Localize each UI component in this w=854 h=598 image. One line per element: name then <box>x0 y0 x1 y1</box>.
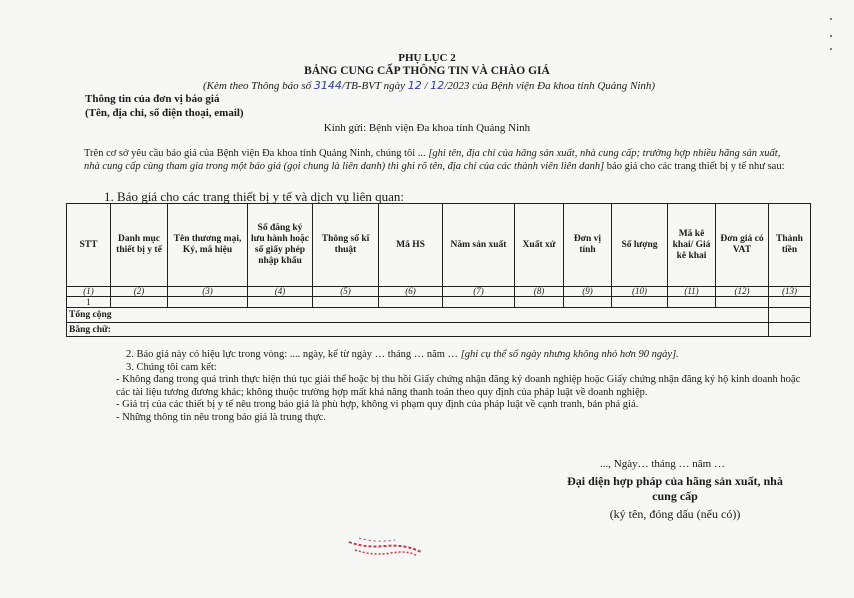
date-separator: / <box>421 80 431 92</box>
table-cell <box>443 297 515 308</box>
table-cell <box>612 297 668 308</box>
table-cell <box>769 297 811 308</box>
total-row <box>67 308 811 323</box>
red-stamp-mark <box>345 534 425 560</box>
column-header: Tên thương mại, Ký, mã hiệu <box>168 204 248 287</box>
column-header: Năm sản xuất <box>443 204 515 287</box>
document-title: BẢNG CUNG CẤP THÔNG TIN VÀ CHÀO GIÁ <box>304 65 550 77</box>
table-header-row <box>67 204 811 287</box>
commitments-block <box>116 349 806 424</box>
validity-clause <box>116 349 806 362</box>
column-header: Đơn giá có VAT <box>716 204 769 287</box>
table-row <box>67 297 811 308</box>
commitment-item: - Không đang trong quá trình thực hiện thủ tục giải thể hoặc bị thu hồi Giấy chứng nhận đăng ký doanh nghiệp hoặc Giấy chứng nhận đăng ký hộ kinh doanh hoặc các tài liệu tương đương khác; không thuộc trường hợp mất khả năng thanh toán theo quy định của pháp luật về doanh nghiệp. <box>116 374 801 398</box>
total-value-cell <box>769 308 811 323</box>
column-header: Thông số kĩ thuật <box>313 204 379 287</box>
column-header: STT <box>67 204 111 287</box>
greeting: Kính gửi: Bệnh viện Đa khoa tỉnh Quảng Ninh <box>323 122 531 134</box>
column-number-row <box>67 287 811 297</box>
table-cell <box>564 297 612 308</box>
column-number: (6) <box>379 287 443 297</box>
validity-note: [ghi cụ thể số ngày nhưng không nhỏ hơn 90 ngày]. <box>460 349 679 360</box>
table-cell <box>379 297 443 308</box>
table-cell <box>668 297 716 308</box>
column-number: (9) <box>564 287 612 297</box>
column-header: Đơn vị tính <box>564 204 612 287</box>
column-header: Số đăng ký lưu hành hoặc số giấy phép nhập khẩu <box>248 204 313 287</box>
table-cell <box>168 297 248 308</box>
validity-lead: 2. Báo giá này có hiệu lực trong vòng: .... ngày, kể từ ngày … tháng … năm … <box>126 349 461 360</box>
column-number: (1) <box>67 287 111 297</box>
subtitle-mid: /TB-BVT ngày <box>341 80 408 92</box>
representative-title: Đại diện hợp pháp của hãng sản xuất, nhà <box>567 474 783 488</box>
intro-note: [ghi tên, địa chỉ của hãng sản xuất, nhà cung cấp; trường hợp nhiều hãng sản xuất, nhà cung cấp cùng tham gia trong một báo giá (gọi chung là liên danh) thì ghi rõ tên, địa chỉ của các thành viên liên danh] <box>84 148 781 172</box>
column-header: Mã HS <box>379 204 443 287</box>
notice-number: 3144 <box>313 79 342 92</box>
amount-in-words-label: Bằng chữ: <box>67 323 769 337</box>
column-number: (5) <box>313 287 379 297</box>
column-header: Thành tiền <box>769 204 811 287</box>
vendor-info-heading: Thông tin của đơn vị báo giá <box>85 93 220 105</box>
column-header: Số lượng <box>612 204 668 287</box>
scan-edge-marks <box>826 16 836 56</box>
table-cell <box>248 297 313 308</box>
column-number: (12) <box>716 287 769 297</box>
signature-date: ..., Ngày… tháng … năm … <box>600 458 725 470</box>
commitment-item: - Những thông tin nêu trong báo giá là trung thực. <box>116 411 326 423</box>
table-cell <box>515 297 564 308</box>
column-number: (2) <box>111 287 168 297</box>
total-label: Tổng cộng <box>67 308 769 323</box>
column-number: (4) <box>248 287 313 297</box>
commitment-heading: 3. Chúng tôi cam kết: <box>126 361 217 373</box>
table-cell <box>313 297 379 308</box>
section-1-heading: 1. Báo giá cho các trang thiết bị y tế và dịch vụ liên quan: <box>104 189 404 204</box>
table-cell <box>111 297 168 308</box>
column-number: (8) <box>515 287 564 297</box>
signature-instruction: (ký tên, đóng dấu (nếu có)) <box>609 507 741 521</box>
row-stt: 1 <box>67 297 111 308</box>
column-header: Xuất xứ <box>515 204 564 287</box>
column-number: (13) <box>769 287 811 297</box>
appendix-label: PHỤ LỤC 2 <box>398 52 456 64</box>
column-number: (10) <box>612 287 668 297</box>
amount-in-words-cell <box>769 323 811 337</box>
notice-day: 12 <box>407 79 422 92</box>
intro-paragraph <box>84 148 796 173</box>
column-number: (7) <box>443 287 515 297</box>
subtitle-post: /2023 của Bệnh viện Đa khoa tỉnh Quảng Ninh) <box>444 80 656 92</box>
column-number: (11) <box>668 287 716 297</box>
intro-tail: báo giá cho các trang thiết bị y tế như sau: <box>604 160 785 172</box>
notice-month: 12 <box>430 79 445 92</box>
column-header: Mã kê khai/ Giá kê khai <box>668 204 716 287</box>
amount-in-words-row <box>67 323 811 337</box>
vendor-info-subheading: (Tên, địa chỉ, số điện thoại, email) <box>85 107 244 119</box>
quotation-table <box>66 203 811 337</box>
intro-lead: Trên cơ sở yêu cầu báo giá của Bệnh viện Đa khoa tỉnh Quảng Ninh, chúng tôi ... <box>84 148 429 159</box>
subtitle-pre: (Kèm theo Thông báo số <box>203 80 314 92</box>
commitment-item: - Giá trị của các thiết bị y tế nêu trong báo giá là phù hợp, không vi phạm quy định của pháp luật về cạnh tranh, bán phá giá. <box>116 399 639 410</box>
representative-title-cont: cung cấp <box>652 489 698 503</box>
column-number: (3) <box>168 287 248 297</box>
column-header: Danh mục thiết bị y tế <box>111 204 168 287</box>
table-cell <box>716 297 769 308</box>
document-subtitle <box>203 79 655 92</box>
